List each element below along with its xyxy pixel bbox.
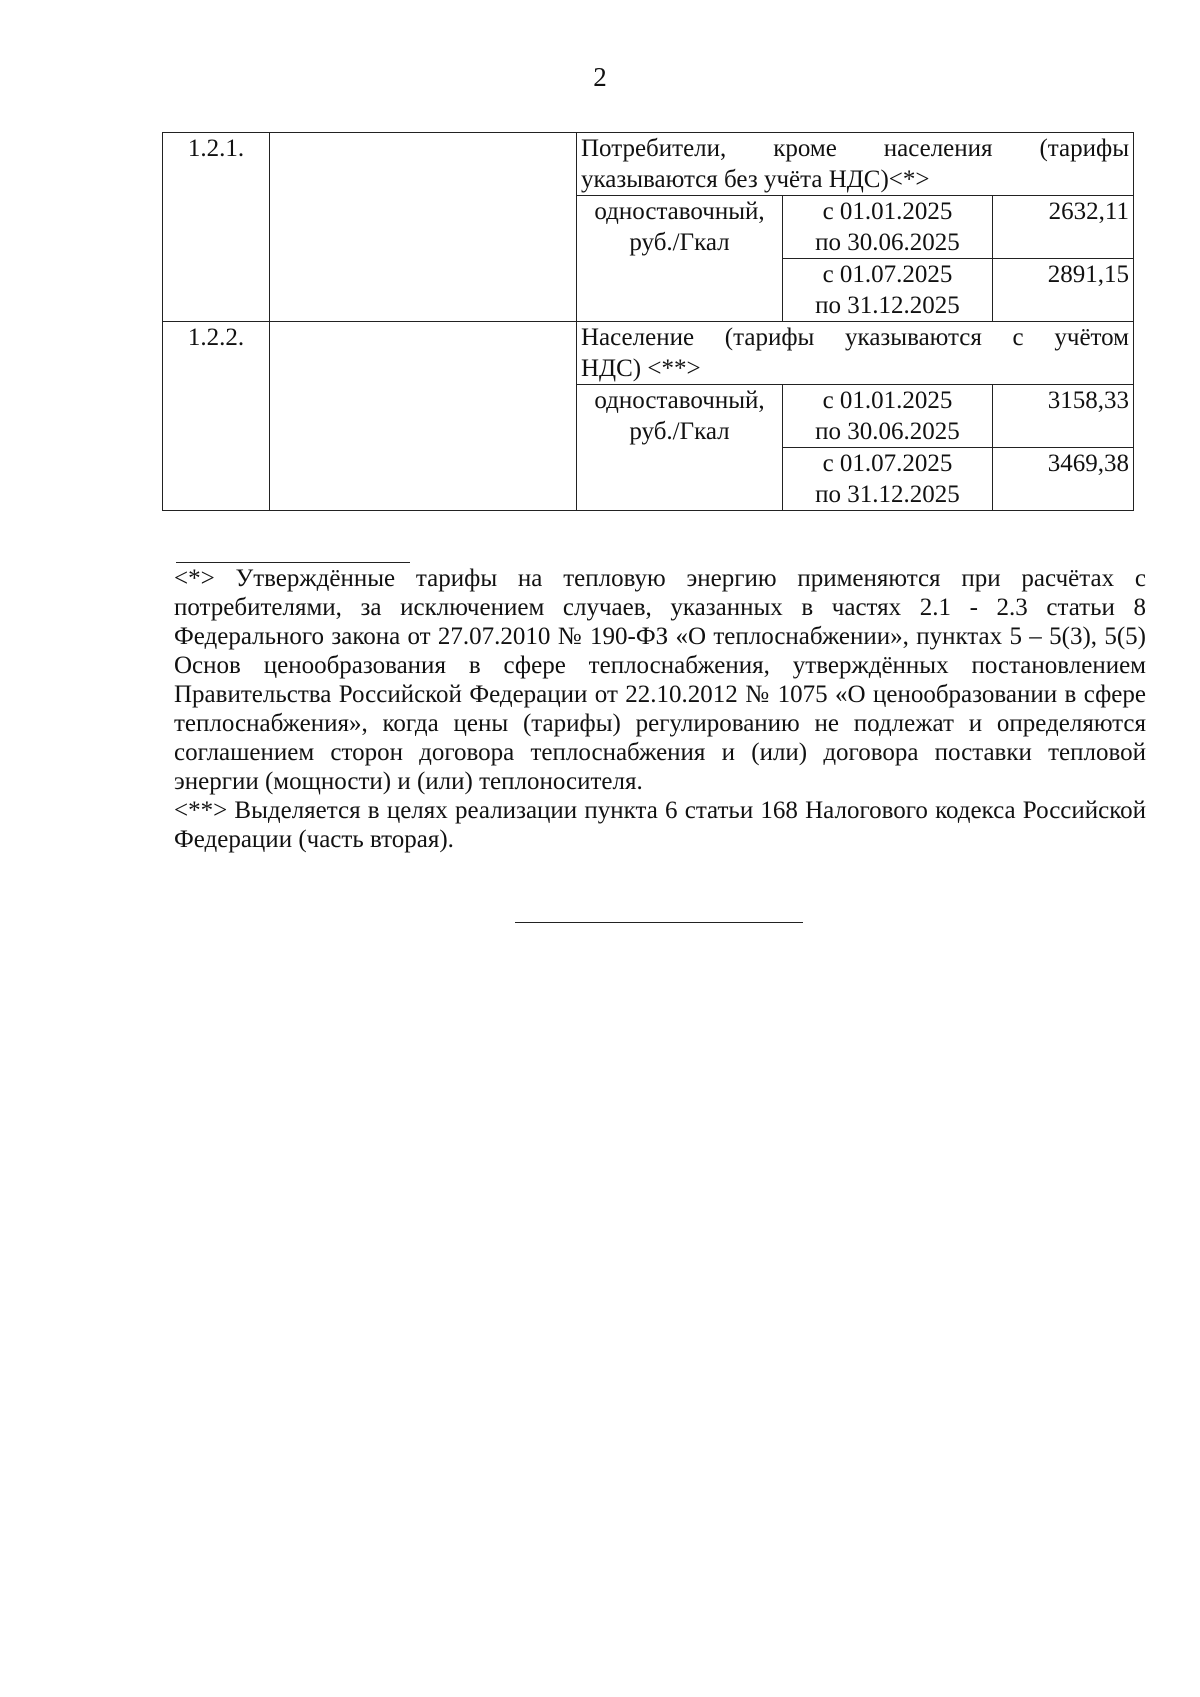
category-text: Население (тарифы указываются с учётом <box>581 324 1129 351</box>
period-to: по 31.12.2025 <box>815 292 960 319</box>
table-row <box>163 133 1134 196</box>
period-from: с 01.01.2025 <box>822 387 953 414</box>
footnote-1: <*> Утверждённые тарифы на тепловую энергию применяются при расчётах с потребителями, за исключением случаев, указанных в частях 2.1 - 2.3 статьи 8 Федерального закона от 27.07.2010 № 190-ФЗ «О теплоснабжении», пунктах 5 – 5(3), 5(5) Основ ценообразования в сфере теплоснабжения, утверждённых постановлением Правительства Российской Федерации от 22.10.2012 № 1075 «О ценообразовании в сфере теплоснабжения», когда цены (тарифы) регулированию не подлежат и определяются соглашением сторон договора теплоснабжения и (или) договора поставки тепловой энергии (мощности) и (или) теплоносителя. <box>174 565 1146 795</box>
table-row <box>163 322 1134 385</box>
rate-type-cell: одноставочный, руб./Гкал <box>577 196 783 322</box>
tariff-value: 2891,15 <box>993 259 1134 322</box>
category-cell <box>577 133 1134 196</box>
period-from: с 01.07.2025 <box>822 261 953 288</box>
end-separator <box>515 922 803 923</box>
footnote-2: <**> Выделяется в целях реализации пункта 6 статьи 168 Налогового кодекса Российской Федерации (часть вторая). <box>174 797 1146 853</box>
rate-type-cell: одноставочный, руб./Гкал <box>577 385 783 511</box>
category-text: Потребители, кроме населения (тарифы <box>581 135 1129 162</box>
footnotes <box>174 564 1146 854</box>
page-number: 2 <box>593 62 607 92</box>
category-cell <box>577 322 1134 385</box>
empty-name-cell <box>270 322 577 511</box>
empty-name-cell <box>270 133 577 322</box>
tariff-table <box>162 132 1134 511</box>
period-from: с 01.07.2025 <box>822 450 953 477</box>
period-to: по 30.06.2025 <box>815 229 960 256</box>
row-number: 1.2.1. <box>163 133 270 322</box>
period-to: по 31.12.2025 <box>815 481 960 508</box>
period-cell <box>783 196 993 259</box>
tariff-value: 2632,11 <box>993 196 1134 259</box>
period-to: по 30.06.2025 <box>815 418 960 445</box>
tariff-value: 3469,38 <box>993 448 1134 511</box>
tariff-value: 3158,33 <box>993 385 1134 448</box>
period-cell <box>783 259 993 322</box>
period-from: с 01.01.2025 <box>822 198 953 225</box>
period-cell <box>783 448 993 511</box>
period-cell <box>783 385 993 448</box>
footnote-separator <box>176 562 410 563</box>
category-text: НДС) <**> <box>581 355 701 382</box>
row-number: 1.2.2. <box>163 322 270 511</box>
category-text: указываются без учёта НДС)<*> <box>581 166 930 193</box>
